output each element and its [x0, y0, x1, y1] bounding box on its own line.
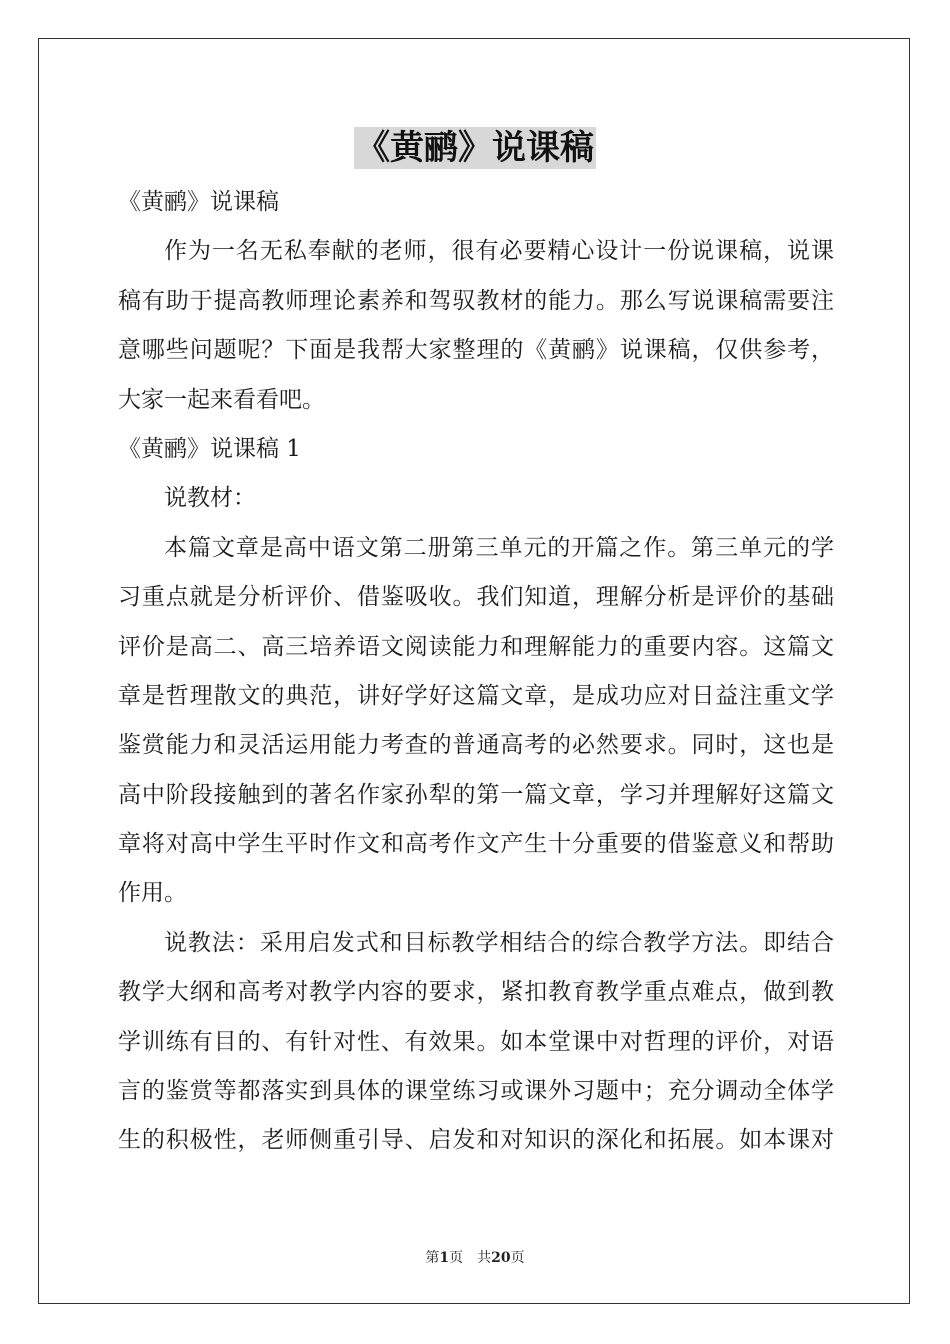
text-line: 作为一名无私奉献的老师，很有必要精心设计一份说课稿，说课 — [164, 238, 834, 265]
text-line: 鉴赏能力和灵活运用能力考查的普通高考的必然要求。同时，这也是 — [118, 732, 834, 759]
document-title: 《黄鹂》说课稿 — [356, 128, 594, 168]
footer-total-pages: 20 — [491, 1250, 511, 1266]
text-line: 教学大纲和高考对教学内容的要求，紧扣教育教学重点难点，做到教 — [118, 979, 834, 1006]
text-line: 大家一起来看看吧。 — [118, 386, 325, 413]
footer-page-prefix: 第 — [425, 1250, 440, 1266]
text-line: 作用。 — [118, 880, 187, 907]
text-line: 本篇文章是高中语文第二册第三单元的开篇之作。第三单元的学 — [164, 534, 834, 561]
footer-page-number: 1 — [439, 1250, 450, 1266]
text-line: 高中阶段接触到的著名作家孙犁的第一篇文章，学习并理解好这篇文 — [118, 781, 834, 808]
text-line: 说教法：采用启发式和目标教学相结合的综合教学方法。即结合 — [164, 929, 834, 956]
text-line: 评价是高二、高三培养语文阅读能力和理解能力的重要内容。这篇文 — [118, 633, 834, 660]
text-line: 《黄鹂》说课稿 — [118, 189, 279, 215]
text-line: 稿有助于提高教师理论素养和驾驭教材的能力。那么写说课稿需要注 — [118, 287, 834, 314]
text-line: 意哪些问题呢？下面是我帮大家整理的《黄鹂》说课稿，仅供参考， — [118, 337, 834, 364]
footer-total-suffix: 页 — [510, 1250, 525, 1266]
text-line: 生的积极性，老师侧重引导、启发和对知识的深化和拓展。如本课对 — [118, 1127, 834, 1154]
text-line: 习重点就是分析评价、借鉴吸收。我们知道，理解分析是评价的基础 — [118, 584, 834, 611]
text-line: 《黄鹂》说课稿 1 — [118, 435, 301, 462]
text-line: 章将对高中学生平时作文和高考作文产生十分重要的借鉴意义和帮助 — [118, 831, 834, 858]
text-line: 说教材： — [164, 485, 256, 512]
footer-page-suffix: 页 — [449, 1250, 464, 1266]
page-footer — [0, 1247, 950, 1267]
document-body — [118, 178, 834, 1166]
footer-total-prefix: 共 — [477, 1250, 492, 1266]
text-line: 章是哲理散文的典范，讲好学好这篇文章，是成功应对日益注重文学 — [118, 682, 834, 709]
text-line: 学训练有目的、有针对性、有效果。如本堂课中对哲理的评价，对语 — [118, 1028, 834, 1055]
text-line: 言的鉴赏等都落实到具体的课堂练习或课外习题中；充分调动全体学 — [118, 1078, 834, 1105]
document-title-wrapper — [0, 127, 950, 169]
